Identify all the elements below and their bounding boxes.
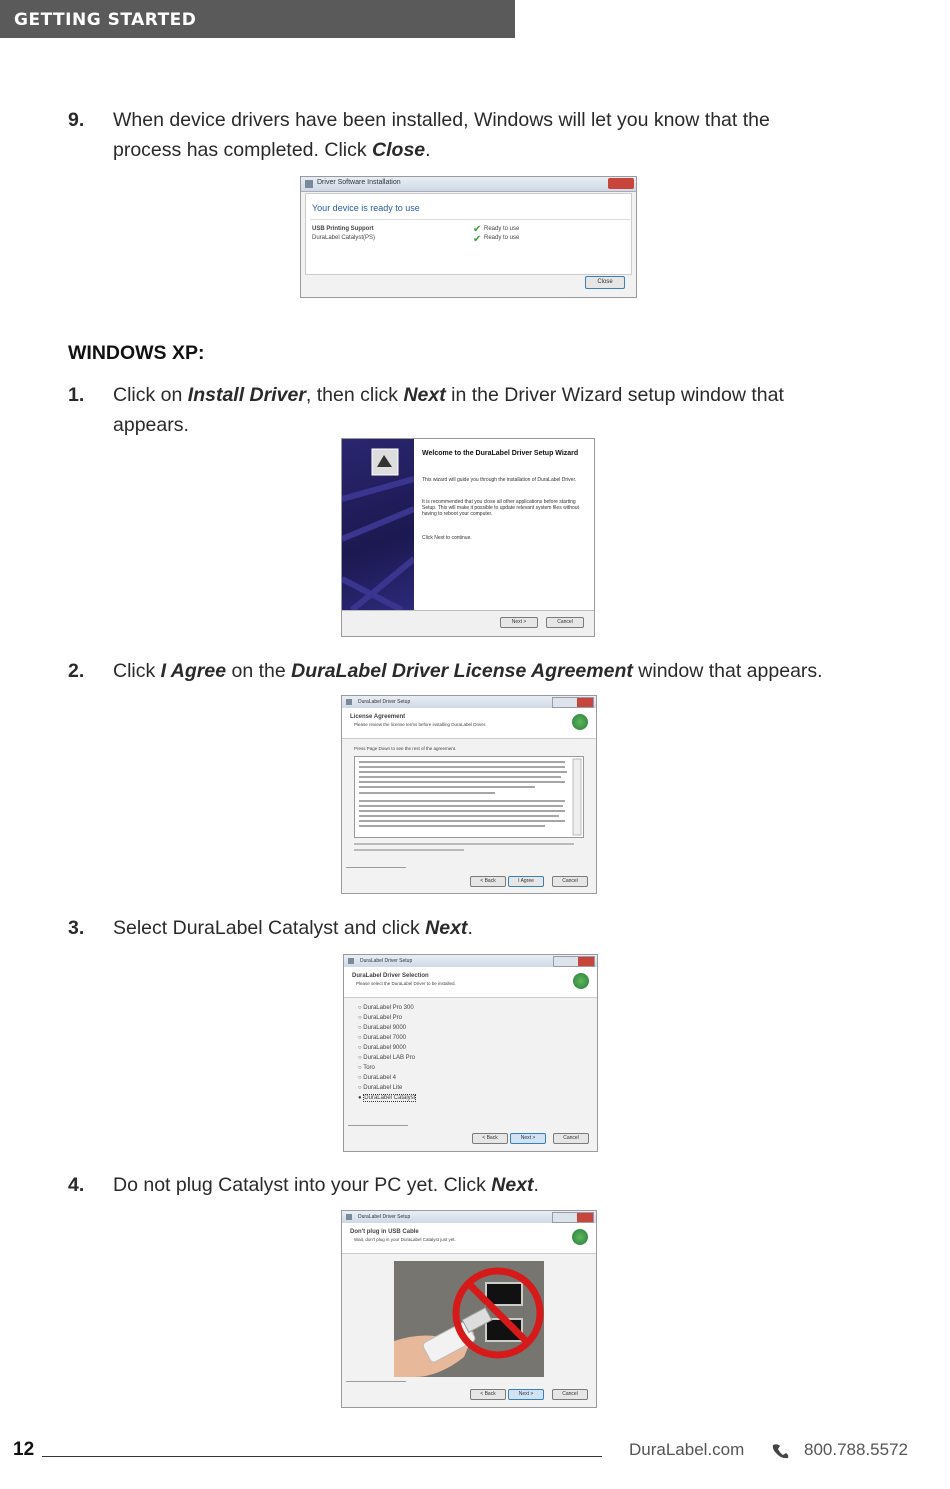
- device-status: Ready to use: [484, 226, 520, 232]
- wizard-header: [344, 967, 598, 998]
- i-agree-button[interactable]: I Agree: [508, 876, 544, 887]
- website-link[interactable]: DuraLabel.com: [629, 1440, 745, 1459]
- option-label: DuraLabel 4: [363, 1075, 396, 1081]
- step-number: 2.: [68, 660, 85, 682]
- license-text-lines: [355, 757, 583, 837]
- emphasis-install-driver: Install Driver: [187, 384, 306, 406]
- driver-option[interactable]: ○ DuraLabel Lite: [358, 1085, 403, 1091]
- step-number: 9.: [68, 109, 85, 131]
- banner-graphic: [342, 439, 414, 610]
- option-label: DuraLabel 7000: [363, 1035, 406, 1041]
- driver-option[interactable]: ○ Toro: [358, 1065, 375, 1071]
- cancel-button[interactable]: Cancel: [553, 1133, 589, 1144]
- phone-number: 800.788.5572: [804, 1440, 908, 1459]
- window-controls[interactable]: [553, 956, 595, 967]
- close-window-icon[interactable]: [608, 178, 634, 189]
- driver-option[interactable]: ○ DuraLabel 7000: [358, 1035, 406, 1041]
- wizard-heading: Don't plug in USB Cable: [350, 1229, 419, 1235]
- step-text: [113, 1170, 888, 1200]
- phone-icon: [771, 1443, 791, 1459]
- license-footer-text: [354, 841, 582, 860]
- ready-heading: Your device is ready to use: [312, 203, 420, 213]
- wizard-heading: License Agreement: [350, 714, 406, 720]
- wizard-subheading: Wait, don't plug in your DuraLabel Catalyst just yet.: [354, 1237, 456, 1242]
- window-icon: [305, 180, 313, 188]
- window-title: DuraLabel Driver Setup: [358, 1214, 411, 1220]
- screenshot-welcome-wizard: [341, 438, 595, 637]
- step-number: 1.: [68, 384, 85, 406]
- branding-line: [346, 1381, 406, 1382]
- option-label: DuraLabel 9000: [363, 1025, 406, 1031]
- setup-logo-icon: [573, 973, 589, 989]
- text-run: Select DuraLabel Catalyst and click: [113, 917, 426, 939]
- text-run: Do not plug Catalyst into your PC yet. Click: [113, 1174, 492, 1196]
- step-4: [68, 1170, 888, 1200]
- wizard-paragraph: This wizard will guide you through the installation of DuraLabel Driver.: [422, 477, 577, 483]
- step-number: 4.: [68, 1174, 85, 1196]
- driver-option-selected[interactable]: ● DuraLabel Catalyst: [358, 1095, 416, 1101]
- back-button[interactable]: < Back: [470, 1389, 506, 1400]
- wizard-paragraph: Click Next to continue.: [422, 535, 472, 541]
- emphasis-close: Close: [372, 139, 426, 161]
- content-pane: [305, 193, 632, 275]
- step-1: [68, 380, 888, 440]
- emphasis-i-agree: I Agree: [160, 660, 227, 682]
- text-run: on the: [226, 660, 292, 682]
- punctuation: .: [425, 139, 431, 161]
- setup-logo-icon: [572, 1229, 588, 1245]
- text-run: Click on: [113, 384, 188, 406]
- cancel-button[interactable]: Cancel: [546, 617, 584, 628]
- wizard-subheading: Please select the DuraLabel Driver to be installed.: [356, 981, 456, 986]
- option-label: Toro: [363, 1065, 375, 1071]
- device-name: DuraLabel Catalyst(PS): [312, 235, 376, 241]
- license-text-box[interactable]: [354, 756, 584, 838]
- emphasis-license-agreement: DuraLabel Driver License Agreement: [291, 660, 633, 682]
- step-2: [68, 656, 928, 686]
- text-run: .: [467, 917, 473, 939]
- driver-option[interactable]: ○ DuraLabel Pro 300: [358, 1005, 414, 1011]
- cancel-button[interactable]: Cancel: [552, 1389, 588, 1400]
- checkmark-icon: ✔: [473, 224, 482, 235]
- window-title: DuraLabel Driver Setup: [358, 699, 411, 705]
- step-number: 3.: [68, 917, 85, 939]
- divider: [310, 219, 630, 220]
- step-line-1: When device drivers have been installed, Windows will let you know that the: [113, 109, 770, 131]
- wizard-subheading: Please review the license terms before installing DuraLabel Driver.: [354, 722, 487, 727]
- step-line-2: process has completed. Click: [113, 139, 373, 161]
- emphasis-next: Next: [491, 1174, 534, 1196]
- window-titlebar: [301, 177, 636, 192]
- text-run: Click: [113, 660, 161, 682]
- section-header-title: GETTING STARTED: [14, 10, 197, 30]
- setup-logo-icon: [572, 714, 588, 730]
- option-label: DuraLabel 9000: [363, 1045, 406, 1051]
- close-window-icon[interactable]: [578, 957, 594, 966]
- text-run: in the Driver Wizard setup window that: [445, 384, 784, 406]
- text-run: .: [533, 1174, 539, 1196]
- emphasis-next: Next: [403, 384, 446, 406]
- text-run: window that appears.: [632, 660, 823, 682]
- option-label: DuraLabel Pro: [363, 1015, 402, 1021]
- option-label: DuraLabel Lite: [363, 1085, 403, 1091]
- window-title: DuraLabel Driver Setup: [360, 958, 413, 964]
- wizard-paragraph: It is recommended that you close all other applications before starting Setup. This will make it possible to update relevant system files without having to reboot your computer.: [422, 499, 579, 517]
- screenshot-driver-selection: [343, 954, 598, 1152]
- window-icon: [348, 958, 354, 964]
- option-label: DuraLabel LAB Pro: [363, 1055, 415, 1061]
- text-run: appears.: [113, 414, 189, 436]
- device-status: Ready to use: [484, 235, 520, 241]
- step-text: [113, 656, 928, 686]
- cancel-button[interactable]: Cancel: [552, 876, 588, 887]
- screenshot-license-agreement: [341, 695, 597, 894]
- wizard-header: [342, 708, 597, 739]
- driver-option[interactable]: ○ DuraLabel 9000: [358, 1025, 406, 1031]
- step-text: [113, 913, 888, 943]
- page-number: 12: [13, 1439, 35, 1460]
- driver-option[interactable]: ○ DuraLabel LAB Pro: [358, 1055, 415, 1061]
- no-usb-image: [394, 1261, 544, 1377]
- window-controls[interactable]: [552, 697, 594, 708]
- step-3: [68, 913, 888, 943]
- driver-option[interactable]: ○ DuraLabel 4: [358, 1075, 396, 1081]
- wizard-heading: DuraLabel Driver Selection: [352, 973, 429, 979]
- screenshot-driver-installed: [300, 176, 637, 298]
- branding-line: [348, 1125, 408, 1126]
- window-title: Driver Software Installation: [317, 179, 401, 186]
- emphasis-next: Next: [425, 917, 468, 939]
- option-label: DuraLabel Catalyst: [364, 1095, 416, 1101]
- back-button[interactable]: < Back: [472, 1133, 508, 1144]
- footer-rule: [42, 1456, 602, 1457]
- close-window-icon[interactable]: [577, 1213, 593, 1222]
- window-icon: [346, 1214, 352, 1220]
- section-heading-windows-xp: WINDOWS XP:: [68, 342, 205, 364]
- step-text: [113, 105, 888, 165]
- next-button[interactable]: Next >: [510, 1133, 546, 1144]
- step-9: [68, 105, 888, 165]
- branding-line: [346, 867, 406, 868]
- window-icon: [346, 699, 352, 705]
- device-name: USB Printing Support: [312, 226, 374, 232]
- close-button[interactable]: Close: [585, 276, 625, 289]
- close-window-icon[interactable]: [577, 698, 593, 707]
- driver-option[interactable]: ○ DuraLabel 9000: [358, 1045, 406, 1051]
- back-button[interactable]: < Back: [470, 876, 506, 887]
- footer-text-lines: [354, 841, 582, 855]
- wizard-header: [342, 1223, 597, 1254]
- driver-option[interactable]: ○ DuraLabel Pro: [358, 1015, 402, 1021]
- text-run: , then click: [305, 384, 404, 406]
- checkmark-icon: ✔: [473, 234, 482, 245]
- wizard-heading: Welcome to the DuraLabel Driver Setup Wizard: [422, 450, 579, 457]
- license-hint: Press Page Down to see the rest of the agreement.: [354, 746, 457, 751]
- window-controls[interactable]: [552, 1212, 594, 1223]
- step-text: [113, 380, 888, 440]
- no-usb-plug-icon: [394, 1261, 544, 1377]
- section-header-bar: [0, 0, 515, 38]
- screenshot-usb-warning: [341, 1210, 597, 1408]
- next-button[interactable]: Next >: [508, 1389, 544, 1400]
- next-button[interactable]: Next >: [500, 617, 538, 628]
- wizard-button-bar: [342, 610, 595, 637]
- wizard-side-banner: [342, 439, 414, 610]
- option-label: DuraLabel Pro 300: [363, 1005, 414, 1011]
